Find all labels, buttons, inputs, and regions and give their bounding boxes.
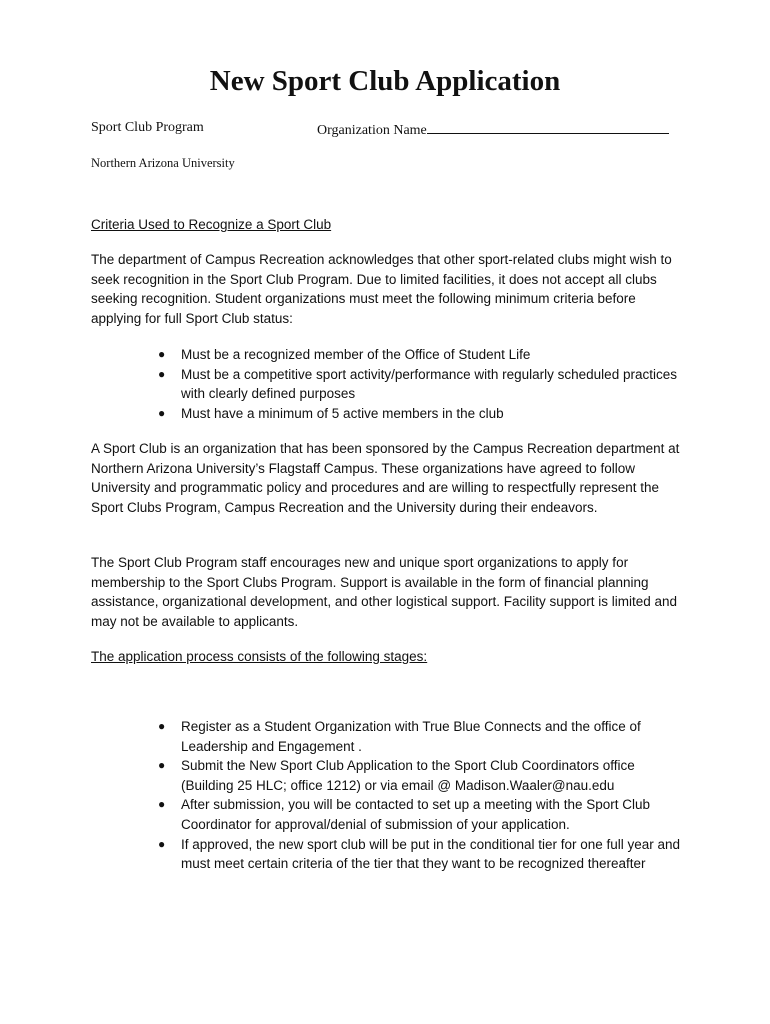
list-item [156, 756, 686, 795]
criteria-heading: Criteria Used to Recognize a Sport Club [91, 217, 332, 232]
bullet-icon: ● [158, 347, 166, 361]
list-item-text: Must be a competitive sport activity/performance with regularly scheduled practices with clearly defined purposes [181, 366, 677, 402]
process-list [156, 717, 686, 874]
document-title: New Sport Club Application [209, 65, 561, 97]
list-item-text: Submit the New Sport Club Application to the Sport Club Coordinators office (Building 25 HLC; office 1212) or via email @ Madison.Waaler@nau.edu [181, 758, 635, 793]
list-item [156, 365, 686, 404]
encouragement-paragraph [91, 553, 681, 631]
encouragement-text: The Sport Club Program staff encourages new and unique sport organizations to apply for membership to the Sport Clubs Program. Support is available in the form of financial planning assistance, organizational development, and other logistical support. Facility support is limited and may not be available to applicants. [91, 555, 678, 629]
program-label: Sport Club Program [91, 120, 204, 135]
criteria-list [156, 345, 686, 423]
list-item-text: Must have a minimum of 5 active members in the club [181, 405, 504, 421]
list-item [156, 835, 686, 874]
bullet-icon: ● [158, 405, 166, 420]
process-heading: The application process consists of the following stages: [91, 649, 428, 664]
bullet-icon: ● [158, 758, 166, 773]
list-item-text: After submission, you will be contacted to set up a meeting with the Sport Club Coordinator for approval/denial of submission of your application. [181, 797, 650, 832]
bullet-icon: ● [158, 797, 166, 812]
bullet-icon: ● [158, 366, 166, 381]
criteria-intro [91, 250, 681, 328]
organization-name-field [317, 119, 669, 140]
list-item [156, 345, 686, 365]
list-item [156, 404, 686, 424]
definition-text: A Sport Club is an organization that has been sponsored by the Campus Recreation department at Northern Arizona University’s Flagstaff Campus. These organizations have agreed to follow University and programmatic policy and procedures and are willing to respectfully represent the Sport Clubs Program, Campus Recreation and the University during their endeavors. [91, 441, 680, 515]
list-item-text: Must be a recognized member of the Office of Student Life [181, 347, 531, 362]
criteria-intro-text: The department of Campus Recreation acknowledges that other sport-related clubs might wish to seek recognition in the Sport Club Program. Due to limited facilities, it does not accept all clubs seeking recognition. Student organizations must meet the following minimum criteria before applying for full Sport Club status: [91, 252, 672, 326]
definition-paragraph [91, 439, 681, 517]
list-item [156, 717, 686, 756]
bullet-icon: ● [158, 836, 166, 851]
list-item-text: Register as a Student Organization with True Blue Connects and the office of Leadership and Engagement . [181, 719, 641, 754]
bullet-icon: ● [158, 719, 166, 733]
organization-name-blank[interactable] [427, 119, 669, 134]
organization-name-label: Organization Name [317, 123, 427, 138]
list-item-text: If approved, the new sport club will be put in the conditional tier for one full year and must meet certain criteria of the tier that they want to be recognized thereafter [181, 836, 681, 872]
list-item [156, 795, 686, 834]
university-name: Northern Arizona University [91, 156, 235, 170]
